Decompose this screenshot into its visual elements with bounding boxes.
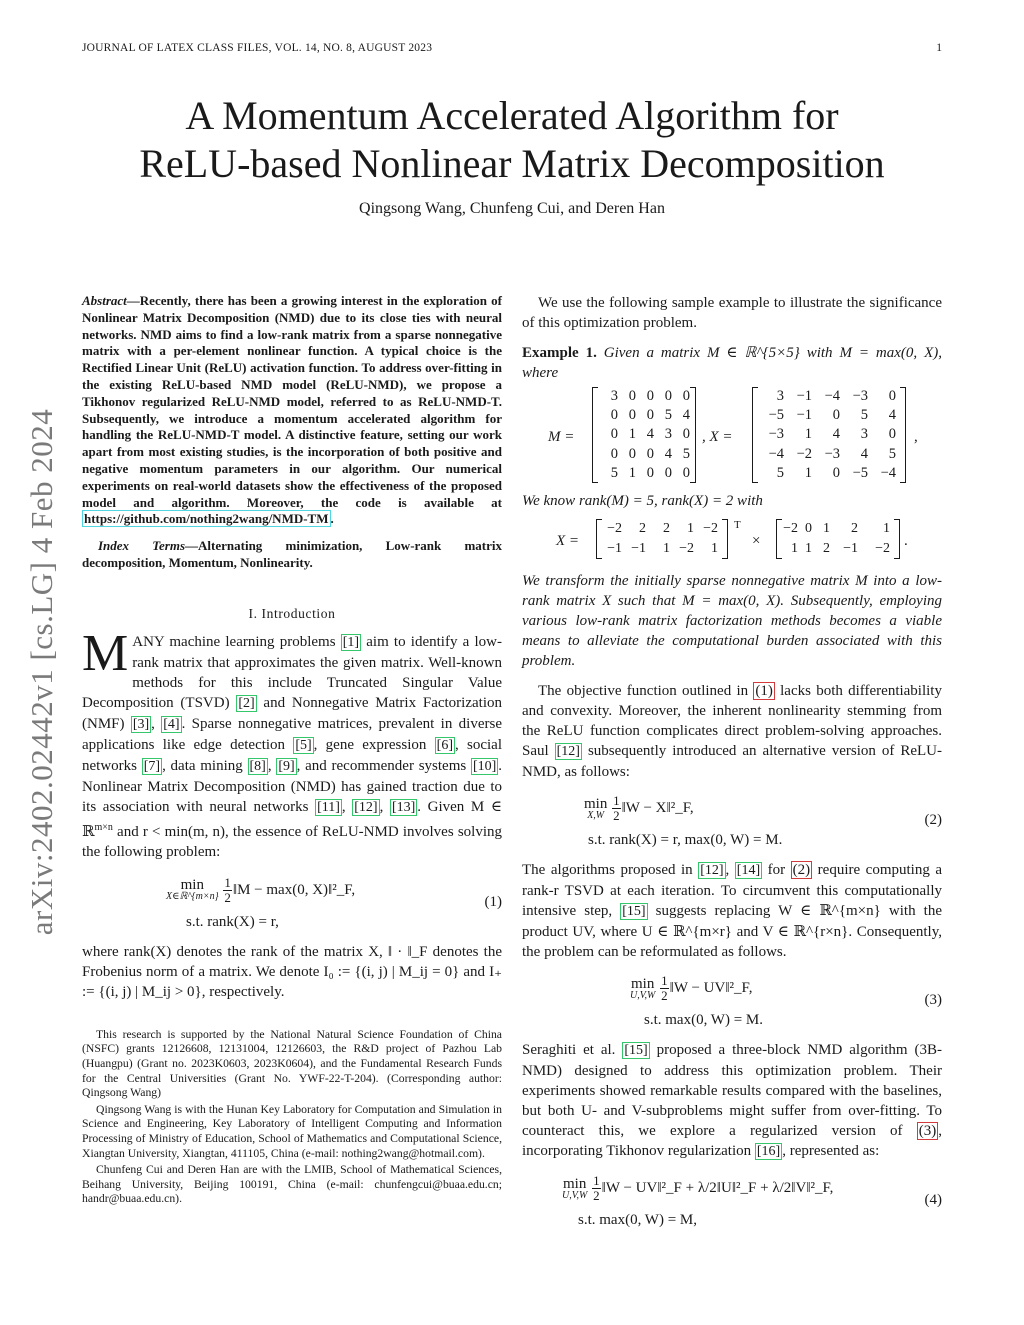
factor-a-entry: −2 (703, 521, 718, 536)
factor-a (600, 519, 718, 559)
matrix-x-entry: 4 (860, 445, 868, 462)
equation-ref[interactable]: (1) (755, 683, 773, 699)
min-operator (562, 1177, 587, 1201)
text-run: , represented as: (782, 1143, 880, 1159)
citation-link[interactable]: [3] (132, 716, 150, 732)
matrix-m-entry: 4 (682, 407, 690, 424)
factor-a-entry: −2 (679, 541, 694, 556)
matrix-m-entry: 0 (646, 445, 654, 462)
matrix-m-entry: 4 (664, 445, 672, 462)
matrix-m-entry: 3 (610, 388, 618, 404)
equation-3 (522, 970, 942, 1032)
matrix-m-entry: 0 (682, 388, 690, 404)
citation-link[interactable]: [12] (556, 744, 580, 759)
text-run: Seraghiti et al. (522, 1042, 623, 1058)
footnote-author-1: Qingsong Wang is with the Hunan Key Laboratory for Computation and Simulation in Science and Engineering, Key Laboratory of Intelligent Computing and Information Processing of Ministry of Education, School of Mathematics and Computational Science, Xiangtan University, Xiangtan, 411105, China (e-mail: nothing2wang@hotmail.com). (82, 1102, 502, 1160)
citation-link[interactable]: [10] (472, 758, 497, 774)
section-heading-introduction: I. Introduction (248, 605, 336, 621)
times-symbol: × (752, 533, 761, 549)
matrix-x-entry: 1 (804, 426, 812, 443)
equation-ref[interactable]: (3) (918, 1123, 937, 1139)
matrix-m-entry: 0 (646, 407, 654, 424)
equation-3-objective (630, 974, 752, 1003)
matrix-x-entry: 0 (832, 464, 840, 481)
running-head: JOURNAL OF LATEX CLASS FILES, VOL. 14, NO. 8, AUGUST 2023 (82, 42, 433, 54)
factor-b-entry: 2 (851, 521, 858, 536)
factorization (522, 519, 942, 563)
citation-link[interactable]: [16] (756, 1144, 781, 1159)
text-run: , data mining (162, 757, 248, 774)
equation-ref[interactable]: (2) (792, 862, 811, 878)
text-run: and Nonnegative Matrix Factorization (NMF) (82, 694, 502, 732)
text-run: The objective function outlined in (538, 683, 754, 699)
text-run: aim to identify a low-rank matrix that approximates the given matrix. Well-known methods for this include Truncated Singular Value Decomposition (TSVD) (82, 633, 502, 711)
fraction-half: $\frac{1}{2}$ (661, 973, 668, 1003)
text-run: The algorithms proposed in (522, 862, 699, 878)
text-run: subsequently introduced an alternative version of ReLU-NMD, as follows: (522, 743, 942, 780)
left-column (82, 293, 502, 1207)
factor-a-entry: −1 (631, 541, 646, 556)
matrix-x-entry: 0 (888, 388, 896, 404)
citation-link[interactable]: [14] (736, 863, 761, 878)
min-label: min (631, 975, 655, 992)
citation-link[interactable]: [2] (238, 695, 255, 711)
matrix-m-entry: 5 (664, 407, 672, 424)
paper-title (82, 92, 942, 188)
text-run: , and recommender systems (296, 757, 471, 774)
matrix-m-entry: 0 (646, 388, 654, 404)
matrix-m-entry: 0 (664, 464, 672, 481)
factor-a-entry: −1 (607, 541, 622, 556)
matrix-x-entry: −4 (880, 464, 896, 481)
matrix-x-entry: −4 (824, 388, 840, 404)
title-line-2: ReLU-based Nonlinear Matrix Decomposition (139, 141, 885, 186)
transpose-mark: T (734, 519, 741, 531)
equation-4-objective (562, 1174, 833, 1203)
matrix-m-entry: 0 (664, 388, 672, 404)
matrix-m-entry: 0 (628, 407, 636, 424)
equation-1-constraint: s.t. rank(X) = r, (186, 913, 279, 930)
text-run: . Nonlinear Matrix Decomposition (NMD) has gained traction due to its association with neural networks (82, 757, 503, 815)
abstract (82, 293, 502, 528)
equation-3-constraint: s.t. max(0, W) = M. (644, 1012, 764, 1028)
factor-b-entry: 1 (791, 541, 798, 556)
example-1 (522, 343, 942, 383)
text-run: . Given M ∈ ℝ (82, 798, 502, 840)
min-operator (166, 878, 219, 902)
min-subscript: U,V,W (562, 1189, 588, 1201)
equation-4-number: (4) (924, 1192, 942, 1208)
factor-a-entry: 2 (639, 521, 646, 536)
dropcap: M (82, 624, 129, 682)
matrix-x-label: , X = (702, 429, 733, 445)
text-run: , social networks (82, 736, 503, 774)
matrix-x-entry: −3 (768, 426, 784, 443)
intro-paragraph-1: MANY machine learning problems [1] aim to identify a low-rank matrix that approximates the given matrix. Well-known methods for this include Truncated Singular Value Decomposition (TSVD) [2] and Nonnegative Matrix Factorization (NMF) [3] , [4] . Sparse nonnegative matrices, prevalent in diverse applications like edge detection [5] , gene expression [6] , social networks [7] , data mining [8] , [9] , and recommender systems [10] . Nonlinear Matrix Decomposition (NMD) has gained traction due to its association with neural networks [11] , [12] , [13] . Given M ∈ ℝ$^{m\times n}$ and r < min(m, n), the essence of ReLU-NMD involves solving the following problem: (82, 624, 503, 860)
matrix-m-label: M = (548, 429, 575, 445)
matrix-m-entry: 5 (610, 464, 618, 481)
authors: Qingsong Wang, Chunfeng Cui, and Deren Han (359, 200, 665, 217)
matrix-m-entry: 1 (628, 426, 636, 443)
matrix-x-entry: 4 (832, 426, 840, 443)
citation-link[interactable]: [9] (278, 758, 295, 774)
index-terms-lead: Index Terms (98, 538, 186, 554)
equation-1 (82, 872, 502, 934)
text-run: . Sparse nonnegative matrices, prevalent in diverse applications like edge detection (82, 715, 502, 753)
factor-a-entry: 1 (711, 541, 718, 556)
matrix-m-entry: 0 (682, 426, 690, 443)
matrix-m-entry: 1 (628, 464, 636, 481)
matrix-x-entry: −1 (796, 388, 812, 404)
matrix-definition (522, 387, 942, 487)
citation-link[interactable]: [11] (317, 799, 340, 815)
matrix-x-entry: −3 (852, 388, 868, 404)
matrix-x-entry: −2 (796, 445, 812, 462)
matrix-m-entry: 0 (628, 388, 636, 404)
matrix-x-entry: 1 (804, 464, 812, 481)
intro-paragraph-2: where rank(X) denotes the rank of the matrix X, ‖ · ‖_F denotes the Frobenius norm of a matrix. We denote I₀ := {(i, j) | M_ij = 0} and I₊ := {(i, j) | M_ij > 0}, respectively. (82, 943, 502, 1000)
text-run: , incorporating Tikhonov regularization (522, 1123, 942, 1159)
matrix-x-entry: 0 (888, 426, 896, 443)
abstract-lead: Abstract (82, 293, 127, 308)
factor-end: . (904, 533, 908, 549)
matrix-x-entry: 5 (888, 445, 896, 462)
factor-a-entry: 2 (663, 521, 670, 536)
fraction-half: $\frac{1}{2}$ (613, 793, 620, 823)
index-terms-text: —Alternating minimization, Low-rank matrix decomposition, Momentum, Nonlinearity. (82, 538, 503, 570)
min-label: min (584, 795, 608, 812)
matrix-m-entry: 5 (682, 445, 690, 462)
factor-b-entry: 1 (805, 541, 812, 556)
factor-b-entry: 1 (883, 521, 890, 536)
factor-b-entry: −1 (843, 541, 858, 556)
bracket-right (894, 519, 900, 559)
text-run: ANY machine learning problems (132, 633, 341, 650)
factor-a-entry: 1 (663, 541, 670, 556)
min-operator (630, 977, 655, 1001)
abstract-text: —Recently, there has been a growing interest in the exploration of Nonlinear Matrix Decomposition (NMD) due to its close ties with neural networks. NMD aims to find a low-rank matrix from a sparse nonnegative matrix with a per-element nonlinear function. A typical choice is the Rectified Linear Unit (ReLU) activation function. To address over-fitting in the existing ReLU-based NMD model (ReLU-NMD), we propose a Tikhonov regularized ReLU-NMD model, referred to as ReLU-NMD-T. Subsequently, we introduce a momentum accelerated algorithm for handling the ReLU-NMD-T model. A distinctive feature, setting our work apart from most existing studies, is the incorporation of both positive and negative momentum parameters in our algorithm. Our numerical experiments on real-world datasets show the effectiveness of the proposed model and algorithm. Moreover, the code is available at (82, 293, 502, 510)
text-run: require computing a rank-r TSVD at each iteration. To circumvent this computationally intensive step, (522, 862, 942, 919)
fraction-half: $\frac{1}{2}$ (224, 874, 231, 905)
footnotes (82, 1028, 502, 1207)
matrix-x-entry: −4 (768, 445, 784, 462)
factor-b-entry: −2 (875, 541, 890, 556)
equation-2-constraint: s.t. rank(X) = r, max(0, W) = M. (588, 832, 783, 848)
equation-2-body: ‖W − X‖²_F, (621, 799, 694, 816)
text-run: lacks both differentiability and convexity. Moreover, the inherent nonlinearity stemming from the ReLU function complicates direct problem-solving approaches. Saul (522, 683, 942, 759)
title-line-1: A Momentum Accelerated Algorithm for (185, 93, 839, 138)
text-run: , gene expression (313, 736, 435, 753)
text-run: for (762, 862, 791, 878)
citation-link[interactable]: [1] (342, 634, 360, 650)
equation-3-body: ‖W − UV‖²_F, (669, 979, 753, 996)
matrix-m (602, 387, 690, 483)
min-subscript: X∈ℝ^{m×n} (166, 891, 219, 903)
seraghiti-paragraph (522, 1040, 942, 1162)
text-run: proposed a three-block NMD algorithm (3B-NMD) designed to address this optimization problem. Their experiments showed remarkable results compared with the baselines, but both U- and V-subproblems might suffer from over-fitting. To counteract this, we explore a regularized version of (522, 1042, 942, 1139)
example-intro: We use the following sample example to illustrate the significance of this optimization problem. (522, 295, 942, 331)
matrix-m-entry: 0 (610, 407, 618, 424)
min-label: min (563, 1175, 587, 1192)
matrix-x-entry: 5 (776, 464, 784, 481)
text-run: suggests replacing W ∈ ℝ^{m×n} with the product UV, where U ∈ ℝ^{m×r} and V ∈ ℝ^{r×n}. Consequently, the problem can be reformulated as follows. (522, 903, 942, 960)
citation-link[interactable]: [7] (143, 758, 161, 774)
equation-1-body: ‖M − max(0, X)‖²_F, (232, 881, 356, 898)
factor-b (780, 519, 890, 559)
citation-link[interactable]: [15] (624, 1043, 648, 1058)
objective-paragraph (522, 681, 942, 782)
matrix-m-entry: 3 (664, 426, 672, 443)
min-operator (584, 797, 607, 821)
code-link[interactable]: https://github.com/nothing2wang/NMD-TM (84, 511, 329, 527)
example-heading: Example 1. (522, 345, 597, 361)
footnote-funding: This research is supported by the National Natural Science Foundation of China (NSFC) grants 12126608, 12131004, 12126603, the R&D project of Pazhou Lab (Huangpu) (Grant no. 2023K0603, 2023K0604), and the Fundamental Research Funds for the Central Universities (Grant No. YWF-22-T-204). (Corresponding author: Qingsong Wang) (82, 1027, 502, 1100)
factor-a-entry: 1 (687, 521, 694, 536)
citation-link[interactable]: [12] (700, 863, 724, 878)
matrix-end: , (914, 429, 918, 445)
transform-statement: We transform the initially sparse nonnegative matrix M into a low-rank matrix X such that M = max(0, X). Subsequently, employing various low-rank matrix factorization methods becomes a viable means to alleviate the computational burden associated with this problem. (522, 573, 942, 669)
bracket-left (592, 387, 598, 483)
matrix-x-entry: −3 (824, 445, 840, 462)
index-terms (82, 538, 502, 572)
matrix-x-entry: 0 (832, 407, 840, 424)
matrix-x-entry: 5 (860, 407, 868, 424)
factor-b-entry: 0 (805, 521, 812, 536)
rank-statement: We know rank(M) = 5, rank(X) = 2 with (522, 493, 763, 509)
citation-link[interactable]: [4] (163, 716, 180, 732)
page-number: 1 (936, 42, 942, 54)
factor-label: X = (556, 533, 580, 549)
text-run: and r < min(m, n), the essence of ReLU-NMD involves solving the following problem: (82, 823, 502, 860)
matrix-m-entry: 4 (646, 426, 654, 443)
equation-3-number: (3) (924, 992, 942, 1008)
citation-link[interactable]: [6] (436, 737, 453, 753)
matrix-x (758, 387, 896, 483)
equation-4 (522, 1170, 942, 1232)
citation-link[interactable]: [8] (249, 758, 266, 774)
arxiv-stamp: arXiv:2402.02442v1 [cs.LG] 4 Feb 2024 (24, 408, 59, 936)
matrix-m-entry: 0 (610, 426, 618, 443)
abstract-end: . (330, 511, 334, 527)
matrix-x-entry: 3 (860, 426, 868, 443)
citation-link[interactable]: [15] (622, 904, 646, 919)
citation-link[interactable]: [5] (295, 737, 312, 753)
matrix-x-entry: −5 (852, 464, 868, 481)
bracket-right (900, 387, 906, 483)
factor-b-entry: −2 (783, 521, 798, 536)
citation-link[interactable]: [13] (391, 799, 416, 815)
equation-1-objective (166, 876, 355, 905)
matrix-x-entry: 3 (776, 388, 784, 404)
matrix-m-entry: 0 (682, 464, 690, 481)
matrix-x-entry: −5 (768, 407, 784, 424)
footnote-author-2: Chunfeng Cui and Deren Han are with the LMIB, School of Mathematical Sciences, Beihang University, Beijing 100191, China (e-mail: chunfengcui@buaa.edu.cn; handr@buaa.edu.cn). (82, 1163, 502, 1206)
example-text: Given a matrix M ∈ ℝ^{5×5} with M = max(0, X), where (522, 345, 942, 381)
citation-link[interactable]: [12] (354, 799, 378, 815)
matrix-x-entry: 4 (888, 407, 896, 424)
min-subscript: X,W (587, 809, 605, 821)
factor-a-entry: −2 (607, 521, 622, 536)
equation-2 (522, 790, 942, 852)
matrix-m-entry: 0 (610, 445, 618, 462)
factor-b-entry: 1 (823, 521, 830, 536)
matrix-m-entry: 0 (646, 464, 654, 481)
factor-b-entry: 2 (823, 541, 830, 556)
bracket-right (722, 519, 728, 559)
right-column (522, 293, 942, 1240)
algorithms-paragraph: The algorithms proposed in [12] , [14] for (2) require computing a rank-r TSVD at each iteration. To circumvent this computationally intensive step, [15] suggests replacing W ∈ ℝ^{m×n} with the product UV, where U ∈ ℝ^{m×r} and V ∈ ℝ^{r×n}. Consequently, the problem can be reformulated as follows. (522, 862, 942, 960)
equation-2-number: (2) (924, 812, 942, 828)
matrix-m-entry: 0 (628, 445, 636, 462)
equation-1-number: (1) (484, 893, 502, 910)
equation-4-body: ‖W − UV‖²_F + λ/2‖U‖²_F + λ/2‖V‖²_F, (601, 1179, 834, 1196)
bracket-right (690, 387, 696, 483)
equation-4-constraint: s.t. max(0, W) = M, (578, 1212, 698, 1228)
min-subscript: U,V,W (630, 989, 656, 1001)
fraction-half: $\frac{1}{2}$ (593, 1173, 600, 1203)
equation-2-objective (584, 794, 694, 823)
min-label: min (180, 877, 204, 894)
matrix-x-entry: −1 (796, 407, 812, 424)
